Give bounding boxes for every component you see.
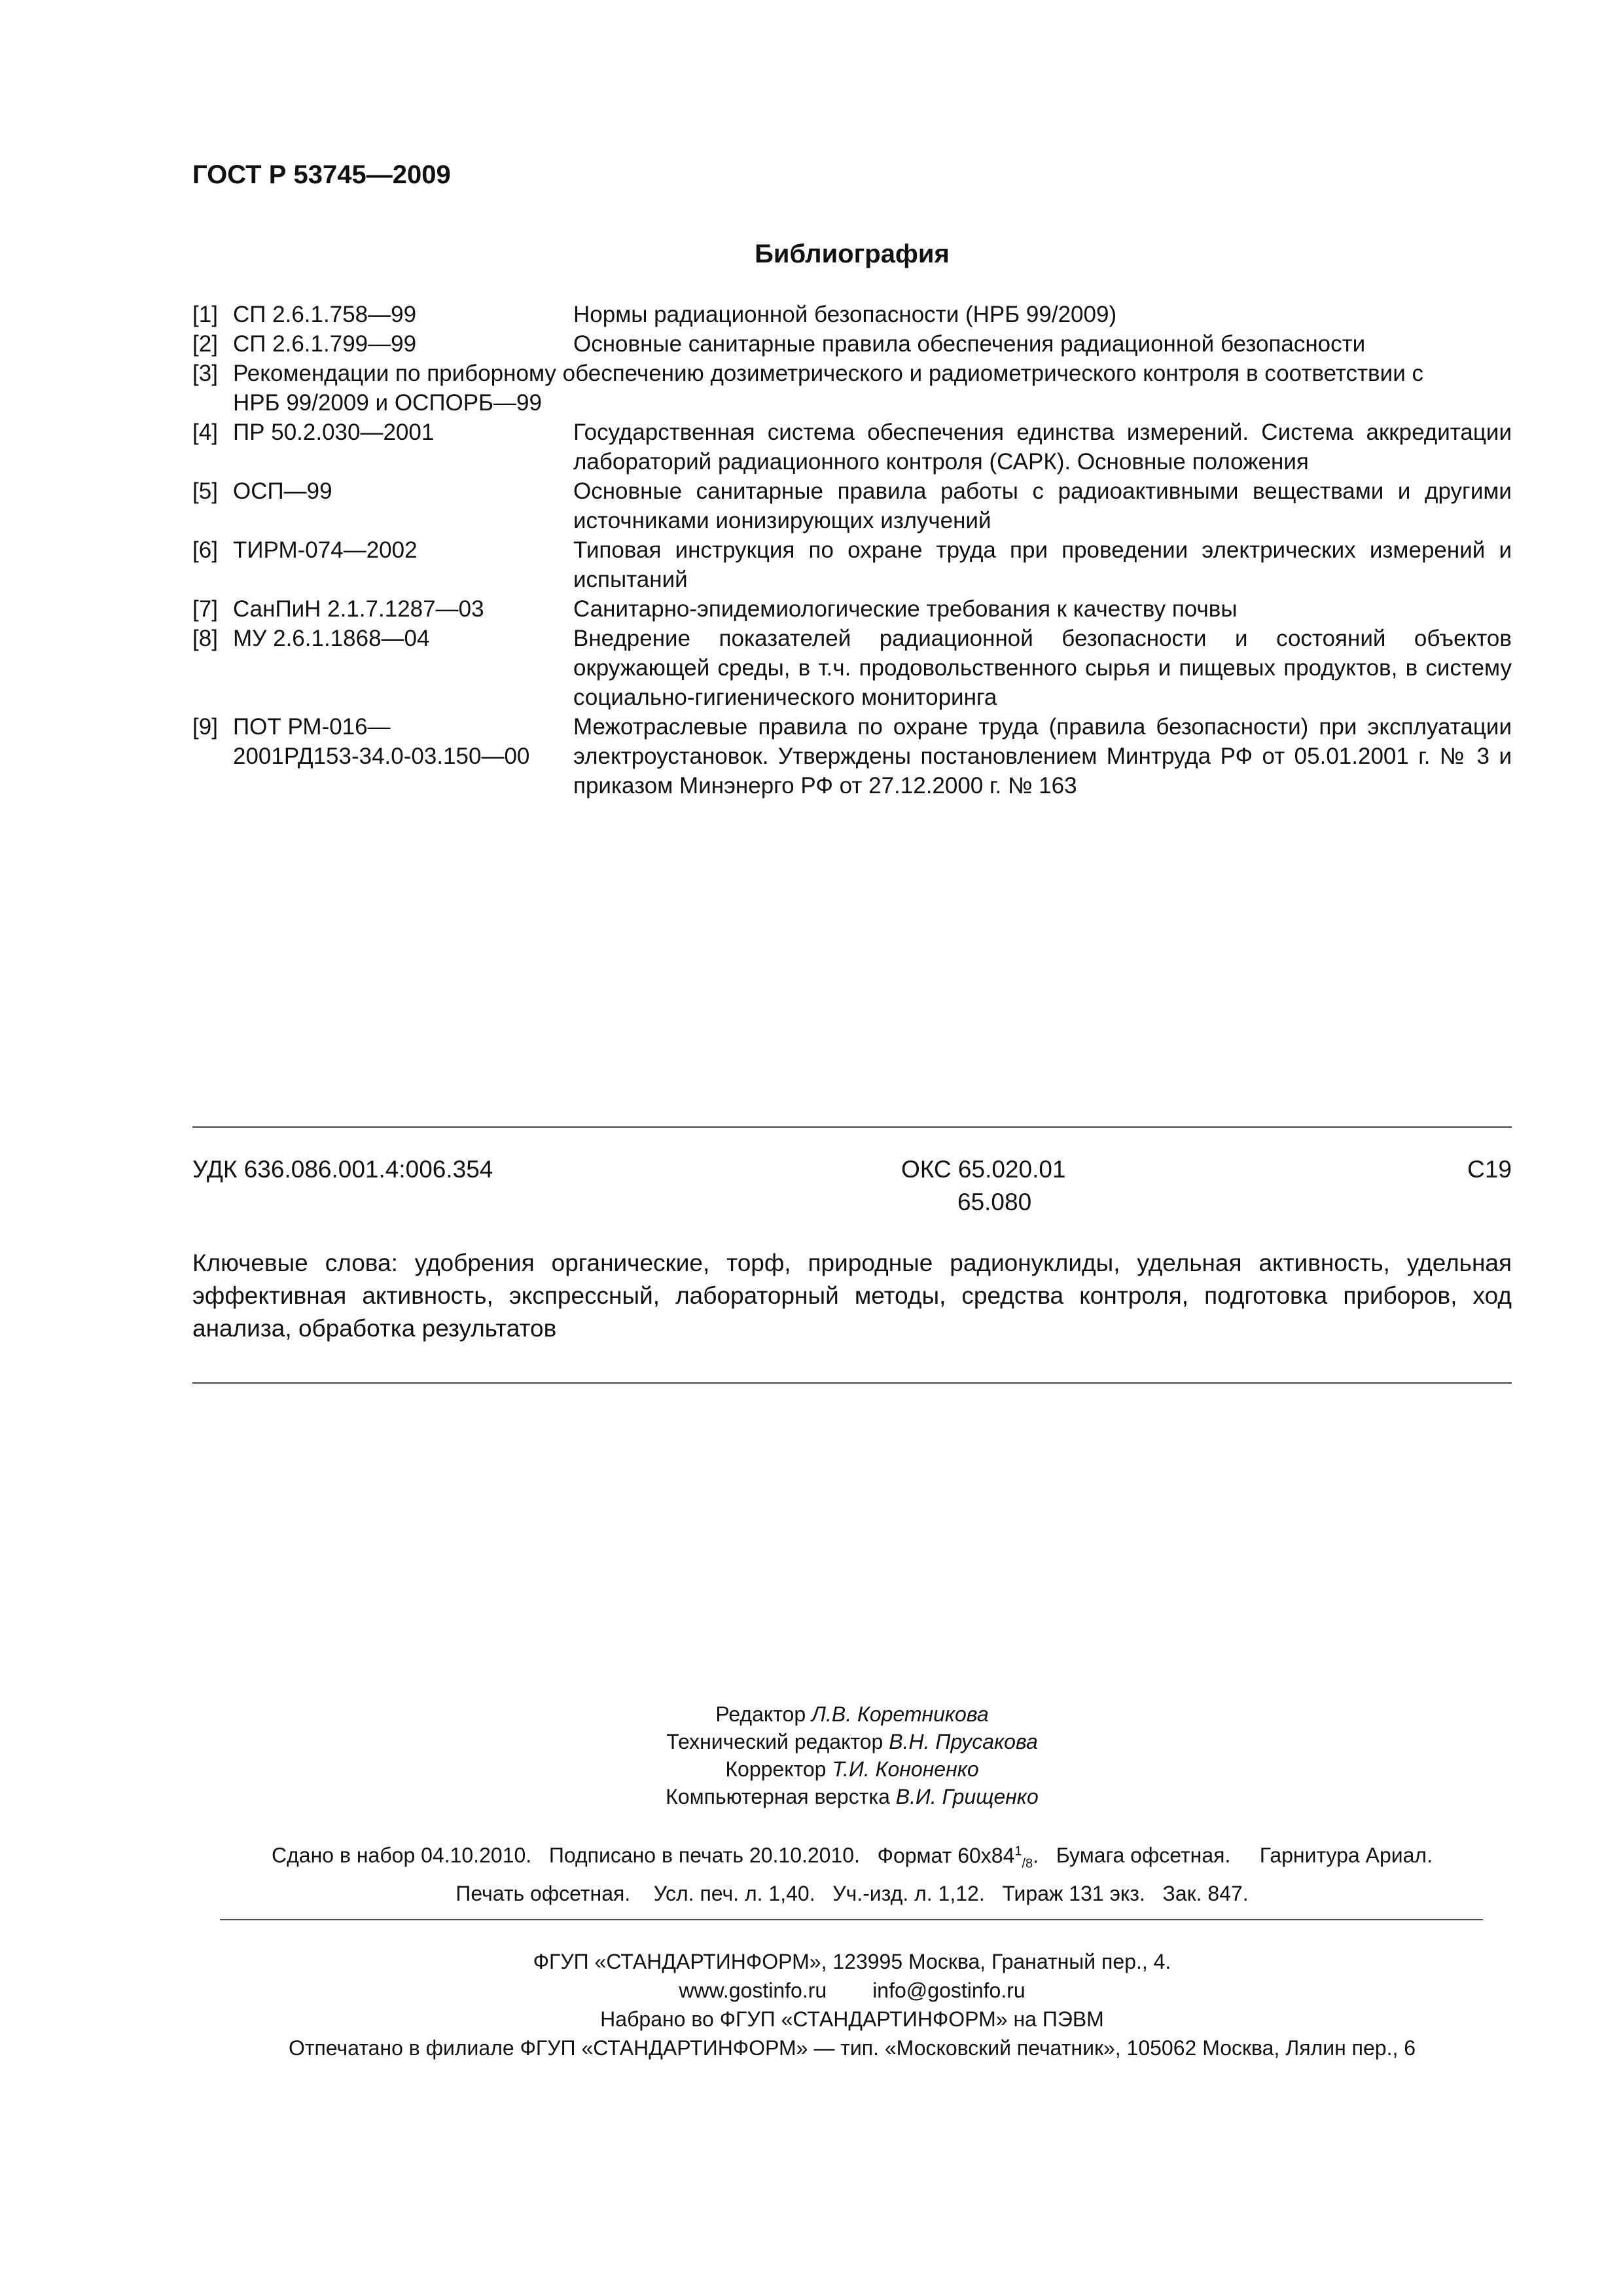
- editor-label: Редактор: [715, 1702, 806, 1726]
- layout-name: В.И. Грищенко: [895, 1785, 1039, 1808]
- bib-code: МУ 2.6.1.1868—04: [233, 626, 430, 651]
- publisher-site: www.gostinfo.ru: [679, 1979, 827, 2002]
- pub-sheets: Уч.-изд. л. 1,12.: [832, 1882, 985, 1906]
- bib-number: [4]: [192, 420, 218, 445]
- tech-editor-label: Технический редактор: [666, 1730, 883, 1753]
- bib-item-5: [192, 476, 1512, 535]
- bib-code: СанПиН 2.1.7.1287—03: [233, 596, 484, 622]
- corrector-name: Т.И. Кононенко: [832, 1757, 979, 1781]
- publisher-email: info@gostinfo.ru: [872, 1979, 1026, 2002]
- tech-editor-line: [192, 1728, 1512, 1755]
- bib-item-4: [192, 418, 1512, 476]
- bib-code: СП 2.6.1.799—99: [233, 331, 417, 357]
- publisher-info: [192, 1947, 1512, 2062]
- bib-item-9: [192, 712, 1512, 800]
- divider: [220, 1919, 1483, 1920]
- bib-description-line: Рекомендации по приборному обеспечению дозиметрического и радиометрического контроля в соответствии с: [233, 361, 1423, 386]
- bib-code: ТИРМ-074—2002: [233, 537, 418, 563]
- bib-description: Типовая инструкция по охране труда при проведении электрических измерений и испытаний: [573, 537, 1512, 592]
- bib-item-8: [192, 624, 1512, 712]
- bib-description: Государственная система обеспечения единства измерений. Система аккредитации лабораторий радиационного контроля (САРК). Основные положения: [573, 420, 1512, 475]
- signed-date: Подписано в печать 20.10.2010.: [548, 1843, 860, 1867]
- keywords: Ключевые слова: удобрения органические, торф, природные радионуклиды, удельная активность, удельная эффективная активность, экспрессный, лабораторный методы, средства контроля, подготовка приборов, ход анализа, обработка результатов: [192, 1249, 1512, 1342]
- bib-description: Нормы радиационной безопасности (НРБ 99/2009): [573, 302, 1117, 327]
- publisher-address: ФГУП «СТАНДАРТИНФОРМ», 123995 Москва, Гранатный пер., 4.: [533, 1950, 1171, 1973]
- bib-description-line: НРБ 99/2009 и ОСПОРБ—99: [233, 390, 542, 416]
- bib-description: Внедрение показателей радиационной безопасности и состояний объектов окружающей среды, в т.ч. продовольственного сырья и пищевых продуктов, в систему социально-гигиенического мониторинга: [573, 626, 1512, 710]
- corrector-label: Корректор: [725, 1757, 827, 1781]
- bib-number: [1]: [192, 302, 218, 327]
- bib-item-7: [192, 594, 1512, 624]
- bib-code-line: ПОТ РМ-016—: [233, 714, 391, 740]
- staff-credits: [192, 1700, 1512, 1810]
- corrector-line: [192, 1755, 1512, 1783]
- print-info-line-2: [192, 1878, 1512, 1909]
- print-info: [192, 1836, 1512, 1909]
- editor-name: Л.В. Коретникова: [812, 1702, 989, 1726]
- order-number: Зак. 847.: [1162, 1882, 1249, 1906]
- bibliography-title: Библиография: [755, 240, 950, 268]
- bib-number: [3]: [192, 361, 218, 386]
- bib-number: [8]: [192, 626, 218, 651]
- print-run: Тираж 131 экз.: [1002, 1882, 1145, 1906]
- bib-number: [9]: [192, 714, 218, 740]
- oks-code-secondary: 65.080: [957, 1189, 1032, 1215]
- bib-code: ОСП—99: [233, 478, 332, 504]
- paper: Бумага офсетная.: [1056, 1843, 1231, 1867]
- bib-description: Санитарно-эпидемиологические требования к качеству почвы: [573, 596, 1238, 622]
- udk-code: УДК 636.086.001.4:006.354: [192, 1156, 493, 1183]
- printing: Печать офсетная.: [455, 1882, 631, 1906]
- bib-code: [233, 712, 586, 771]
- bib-description: Основные санитарные правила работы с радиоактивными веществами и другими источниками ионизирующих излучений: [573, 478, 1512, 533]
- tech-editor-name: В.Н. Прусакова: [889, 1730, 1038, 1753]
- printed-info: Отпечатано в филиале ФГУП «СТАНДАРТИНФОРМ» — тип. «Московский печатник», 105062 Москва, Лялин пер., 6: [288, 2036, 1416, 2060]
- bib-description: Основные санитарные правила обеспечения радиационной безопасности: [573, 331, 1366, 357]
- layout-line: [192, 1783, 1512, 1810]
- bib-item-6: [192, 535, 1512, 594]
- editor-line: [192, 1700, 1512, 1728]
- bib-description: Межотраслевые правила по охране труда (правила безопасности) при эксплуатации электроустановок. Утверждены постановлением Минтруда РФ от 05.01.2001 г. № 3 и приказом Минэнерго РФ от 27.12.2000 г. № 163: [573, 714, 1512, 798]
- document-code: ГОСТ Р 53745—2009: [192, 160, 451, 189]
- print-info-line-1: [192, 1836, 1512, 1878]
- bib-number: [6]: [192, 537, 218, 563]
- typeset-info: Набрано во ФГУП «СТАНДАРТИНФОРМ» на ПЭВМ: [600, 2007, 1104, 2031]
- bib-number: [7]: [192, 596, 218, 622]
- bib-code: ПР 50.2.030—2001: [233, 420, 435, 445]
- bib-code-line: 2001РД153-34.0-03.150—00: [233, 744, 530, 769]
- bib-item-3: [192, 359, 1512, 418]
- bib-item-2: [192, 329, 1512, 359]
- bib-number: [5]: [192, 478, 218, 504]
- divider: [192, 1126, 1512, 1128]
- font: Гарнитура Ариал.: [1259, 1843, 1433, 1867]
- sheets: Усл. печ. л. 1,40.: [653, 1882, 815, 1906]
- publisher-contacts: [192, 1976, 1512, 2005]
- format: Формат $60x84^1_{/8}$.: [877, 1843, 1039, 1871]
- layout-label: Компьютерная верстка: [666, 1785, 890, 1808]
- bib-number: [2]: [192, 331, 218, 357]
- classification-code: С19: [1467, 1156, 1512, 1183]
- bib-code: СП 2.6.1.758—99: [233, 302, 417, 327]
- bib-item-1: [192, 300, 1512, 329]
- oks-code: ОКС 65.020.01: [901, 1156, 1066, 1183]
- sent-date: Сдано в набор 04.10.2010.: [272, 1843, 532, 1867]
- divider: [192, 1382, 1512, 1384]
- bibliography-list: [192, 300, 1512, 800]
